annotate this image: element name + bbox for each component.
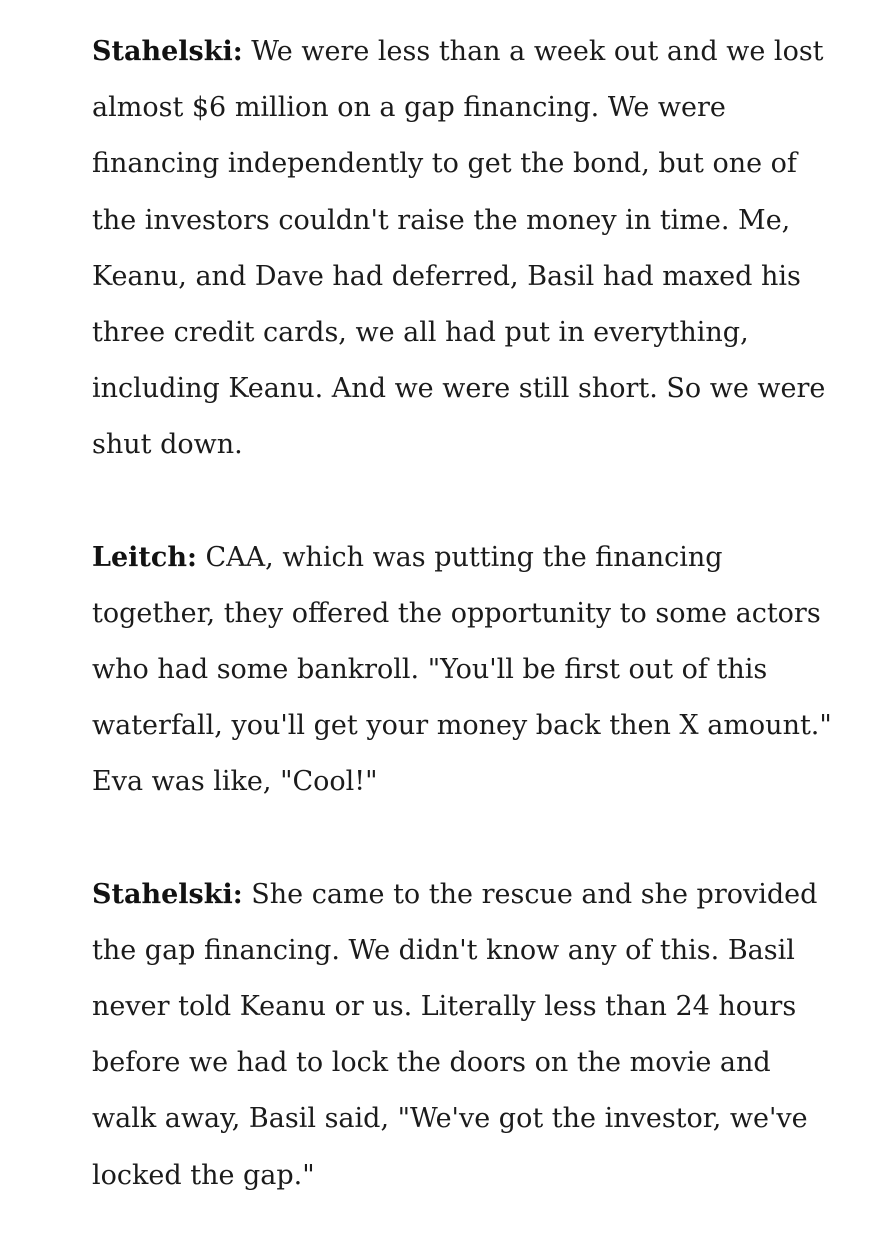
quote-paragraph	[92, 530, 832, 811]
quote-text: She came to the rescue and she provided the gap financing. We didn't know any of this. Basil never told Keanu or us. Literally less than 24 hours before we had to lock the doors on the movie and walk away, Basil said, "We've got the investor, we've locked the gap."	[92, 878, 818, 1191]
speaker-name: Stahelski:	[92, 878, 243, 910]
quote-paragraph	[92, 24, 832, 474]
article-body	[92, 24, 832, 1260]
quote-text: CAA, which was putting the financing together, they offered the opportunity to some actors who had some bankroll. "You'll be first out of this waterfall, you'll get your money back then X amount." Eva was like, "Cool!"	[92, 541, 832, 798]
speaker-name: Leitch:	[92, 541, 197, 573]
quote-text: We were less than a week out and we lost almost $6 million on a gap financing. We were financing independently to get the bond, but one of the investors couldn't raise the money in time. Me, Keanu, and Dave had deferred, Basil had maxed his three credit cards, we all had put in everything, including Keanu. And we were still short. So we were shut down.	[92, 36, 826, 461]
speaker-name: Stahelski:	[92, 36, 243, 67]
quote-paragraph	[92, 867, 832, 1204]
